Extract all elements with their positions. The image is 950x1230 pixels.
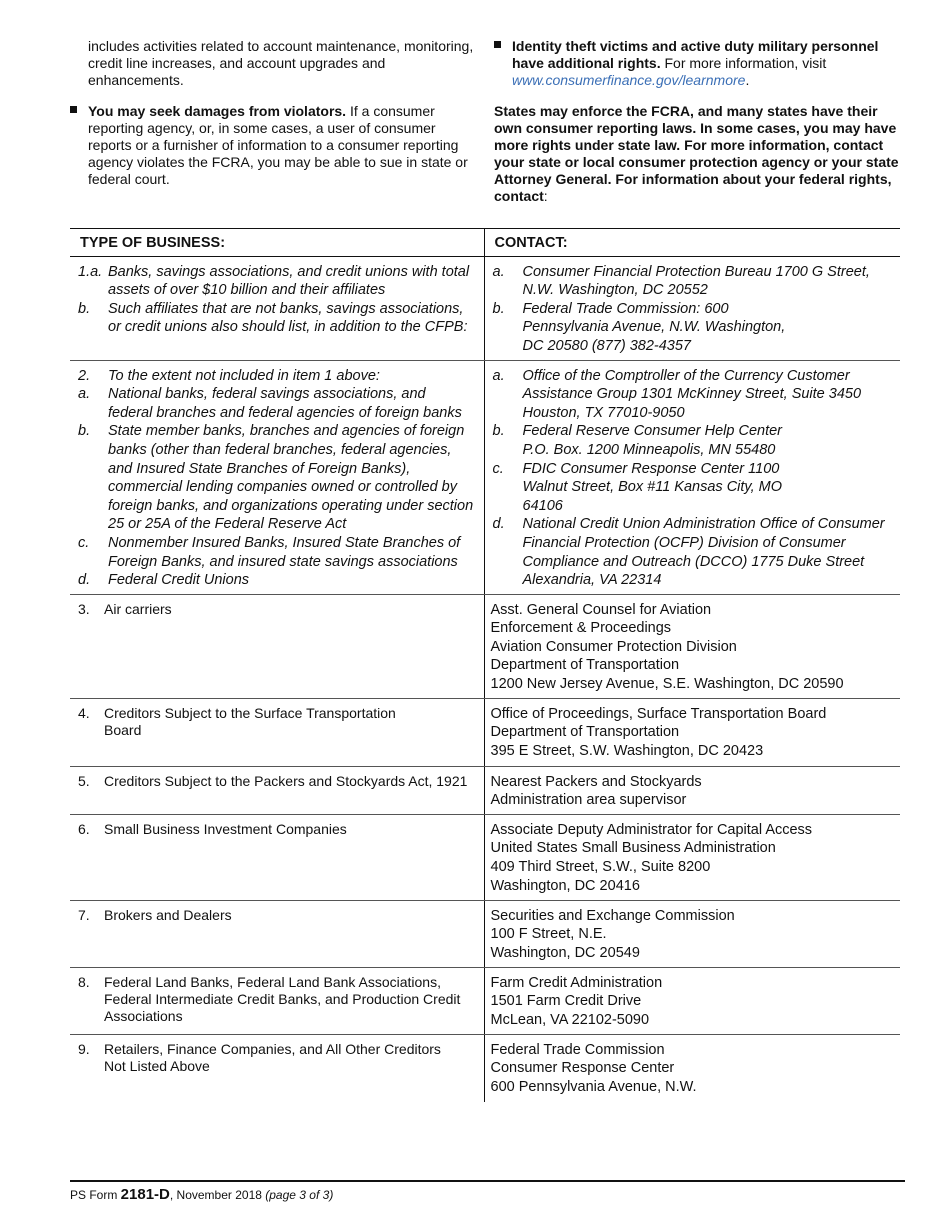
damages-bullet [70, 103, 480, 188]
table-header-row [70, 229, 900, 257]
form-footer: PS Form 2181-D, November 2018 (page 3 of 3) [70, 1180, 905, 1203]
square-bullet-icon [494, 41, 501, 48]
states-paragraph: States may enforce the FCRA, and many states have their own consumer reporting laws. In some cases, you may have more rights under state law. For more information, contact your state or local consumer protection agency or your state Attorney General. For information about your federal rights, contact: [494, 103, 899, 204]
row2-business [70, 360, 484, 594]
list-item: b. State member banks, branches and agencies of foreign banks (other than federal branches, federal agencies, and Insured State Branches of Foreign Banks), commercial lending companies owned or controlled by foreign banks, and organizations operating under section 25 or 25A of the Federal Reserve Act [78, 423, 474, 533]
list-item: 2. To the extent not included in item 1 above: [78, 367, 380, 384]
table-row [70, 766, 900, 814]
list-item: a. National banks, federal savings associations, and federal branches and federal agencies of foreign banks [78, 386, 462, 421]
table-row [70, 594, 900, 698]
row3-business: 3. Air carriers [70, 594, 484, 698]
identity-theft-bullet: Identity theft victims and active duty military personnel have additional rights. For more information, visit www.consumerfinance.gov/learnmore. [494, 38, 900, 89]
header-contact: CONTACT: [484, 229, 900, 257]
learnmore-link[interactable]: www.consumerfinance.gov/learnmore [512, 72, 746, 88]
list-item: c. FDIC Consumer Response Center 1100 Walnut Street, Box #11 Kansas City, MO 64106 [492, 460, 782, 514]
row4-contact: Office of Proceedings, Surface Transportation Board Department of Transportation 395 E Street, S.W. Washington, DC 20423 [484, 698, 900, 766]
form-number: 2181-D [120, 1186, 170, 1203]
list-item: b. Federal Reserve Consumer Help Center P.O. Box. 1200 Minneapolis, MN 55480 [492, 423, 782, 458]
header-type-of-business: TYPE OF BUSINESS: [70, 229, 484, 257]
table-row [70, 360, 900, 594]
damages-heading: You may seek damages from violators. [88, 103, 347, 119]
intro-columns [70, 38, 900, 205]
row9-business: 9. Retailers, Finance Companies, and All Other Creditors Not Listed Above [70, 1034, 484, 1102]
table-row [70, 698, 900, 766]
row6-business: 6. Small Business Investment Companies [70, 814, 484, 900]
table-row [70, 967, 900, 1034]
list-item: d. Federal Credit Unions [78, 572, 250, 589]
row8-contact: Farm Credit Administration 1501 Farm Credit Drive McLean, VA 22102-5090 [484, 967, 900, 1034]
row5-contact: Nearest Packers and Stockyards Administration area supervisor [484, 766, 900, 814]
table-row [70, 814, 900, 900]
identity-theft-text: For more information, visit [660, 55, 827, 71]
table-row [70, 1034, 900, 1102]
row2-contact [484, 360, 900, 594]
row7-contact: Securities and Exchange Commission 100 F Street, N.E. Washington, DC 20549 [484, 900, 900, 967]
list-item: b. Federal Trade Commission: 600 Pennsylvania Avenue, N.W. Washington, DC 20580 (877) 382-4357 [492, 300, 786, 354]
row4-business: 4. Creditors Subject to the Surface Transportation Board [70, 698, 484, 766]
list-item: 1.a. Banks, savings associations, and credit unions with total assets of over $10 billion and their affiliates [78, 263, 470, 299]
page-number: (page 3 of 3) [265, 1188, 334, 1202]
identity-theft-heading: Identity theft victims and active duty military personnel have additional rights. [512, 38, 879, 71]
row1-business [70, 256, 484, 360]
square-bullet-icon [70, 106, 77, 113]
list-item: d. National Credit Union Administration Office of Consumer Financial Protection (OCFP) Division of Consumer Compliance and Outreach (DCCO) 1775 Duke Street Alexandria, VA 22314 [492, 516, 885, 589]
row8-business: 8. Federal Land Banks, Federal Land Bank Associations, Federal Intermediate Credit Banks, and Production Credit Associations [70, 967, 484, 1034]
row6-contact: Associate Deputy Administrator for Capital Access United States Small Business Administration 409 Third Street, S.W., Suite 8200 Washington, DC 20416 [484, 814, 900, 900]
row3-contact: Asst. General Counsel for Aviation Enforcement & Proceedings Aviation Consumer Protection Division Department of Transportation 1200 New Jersey Avenue, S.E. Washington, DC 20590 [484, 594, 900, 698]
list-item: a. Office of the Comptroller of the Currency Customer Assistance Group 1301 McKinney Street, Suite 3450 Houston, TX 77010-9050 [492, 367, 862, 421]
row1-contact [484, 256, 900, 360]
damages-text: If a consumer reporting agency, or, in some cases, a user of consumer reports or a furnisher of information to a consumer reporting agency violates the FCRA, you may be able to sue in state or federal court. [88, 103, 468, 187]
row9-contact: Federal Trade Commission Consumer Response Center 600 Pennsylvania Avenue, N.W. [490, 1041, 697, 1096]
intro-right-column [480, 38, 900, 205]
table-row [70, 900, 900, 967]
row7-business: 7. Brokers and Dealers [70, 900, 484, 967]
contacts-table [70, 228, 900, 1102]
intro-paragraph-1: includes activities related to account maintenance, monitoring, credit line increases, and account upgrades and enhancements. [88, 38, 474, 88]
list-item: a. Consumer Financial Protection Bureau 1700 G Street, N.W. Washington, DC 20552 [492, 263, 870, 299]
table-row [70, 256, 900, 360]
row5-business: 5. Creditors Subject to the Packers and Stockyards Act, 1921 [70, 766, 484, 814]
intro-left-column [70, 38, 480, 205]
list-item: c. Nonmember Insured Banks, Insured State Branches of Foreign Banks, and insured state savings associations [78, 534, 461, 570]
list-item: b. Such affiliates that are not banks, savings associations, or credit unions also should list, in addition to the CFPB: [78, 300, 468, 336]
